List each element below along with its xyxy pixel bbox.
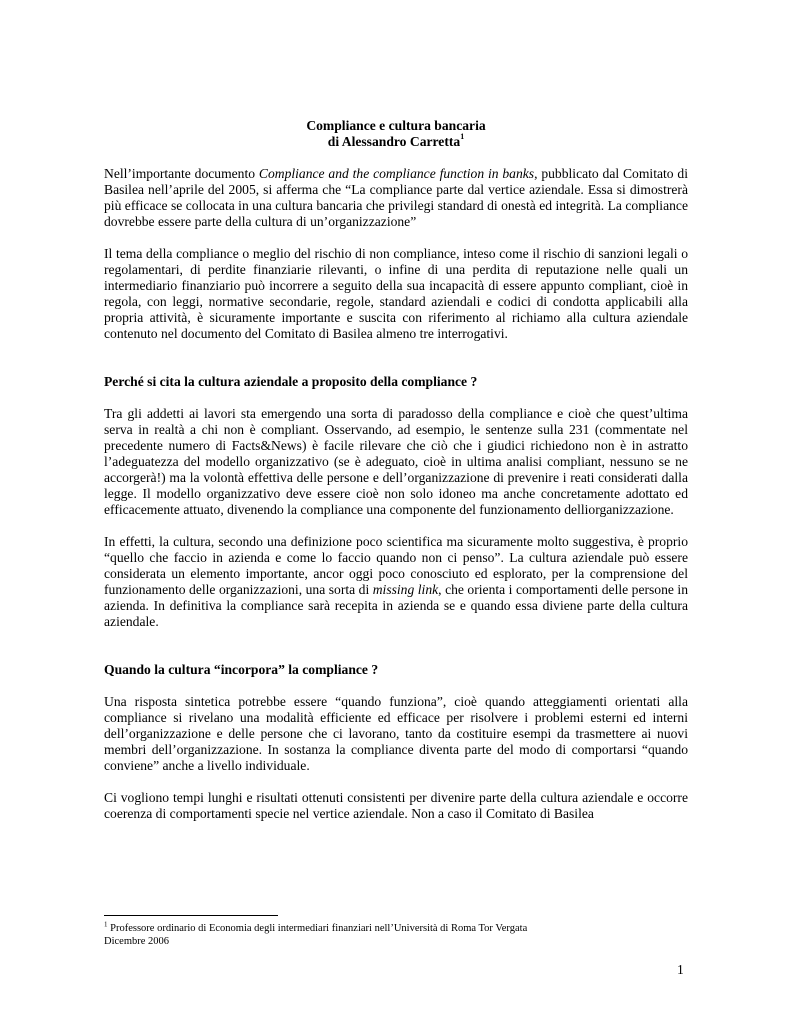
document-author: di Alessandro Carretta$^1$ (327, 132, 465, 149)
document-title: Compliance e cultura bancaria (306, 118, 486, 133)
paragraph-intro: Nell’importante documento Compliance and the compliance function in banks, pubblicato dal Comitato di Basilea nell’aprile del 2005, si afferma che “La compliance parte dal vertice aziendale. Essa si dimostrerà più efficace se collocata in una cultura bancaria che privilegi standard di onestà ed integrità. La compliance dovrebbe essere parte della cultura di un’organizzazione” (104, 166, 688, 229)
paragraph-paradox: Tra gli addetti ai lavori sta emergendo una sorta di paradosso della compliance e cioè che quest’ultima serva in realtà a chi non è compliant. Osservando, ad esempio, le sentenze sulla 231 (commentate nel precedente numero di Facts&News) è facile rilevare che ciò che i giudici richiedono non è in astratto l’adeguatezza del modello organizzativo (se è adeguato, cioè in ultima analisi compliant, nessuno se ne accorgerà!) ma la volontà effettiva delle persone e dell’organizzazione di prevenire i reati considerati dalla legge. Il modello organizzativo deve essere cioè non solo idoneo ma anche concretamente adottato ed efficacemente attuato, divenendo la compliance una componente del funzionamento delliorganizzazione. (104, 406, 688, 517)
paragraph-risk: Il tema della compliance o meglio del rischio di non compliance, inteso come il rischio di sanzioni legali o regolamentari, di perdite finanziarie rilevanti, o infine di una perdita di reputazione nelle quali un intermediario finanziario può incorrere a seguito della sua incapacità di essere appunto compliant, cioè in regola, con leggi, normative secondarie, regole, standard aziendali e codici di condotta applicabili alla propria attività, è sicuramente importante e suscita con riferimento al richiamo alla cultura aziendale contenuto nel documento del Comitato di Basilea almeno tre interrogativi. (104, 246, 688, 341)
footnote-reference: 1 (460, 132, 465, 142)
section-heading-when: Quando la cultura “incorpora” la compliance ? (104, 662, 379, 677)
paragraph-answer: Una risposta sintetica potrebbe essere “quando funziona”, cioè quando atteggiamenti orientati alla compliance si rivelano una modalità efficiente ed efficace per risolvere i problemi esterni ed interni dell’organizzazione e delle persone che ci lavorano, tanto da costituire esempi da trasmettere ai nuovi membri dell’organizzazione. In sostanza la compliance diventa parte del modo di comportarsi “quando conviene” anche a livello individuale. (104, 694, 688, 773)
paragraph-culture: In effetti, la cultura, secondo una definizione poco scientifica ma sicuramente molto suggestiva, è proprio “quello che faccio in azienda e come lo faccio quando non ci penso”. La cultura aziendale può essere considerata un elemento importante, ancor oggi poco conosciuto ed esplorato, per la comprensione del funzionamento delle organizzazioni, una sorta di missing link, che orienta i comportamenti delle persone in azienda. In definitiva la compliance sarà recepita in azienda se e quando essa diviene parte della cultura aziendale. (104, 534, 688, 629)
document-body (104, 118, 688, 838)
title-block (104, 118, 688, 150)
section-heading-why: Perché si cita la cultura aziendale a proposito della compliance ? (104, 374, 478, 389)
page-number: 1 (677, 962, 684, 977)
paragraph-time: Ci vogliono tempi lunghi e risultati ottenuti consistenti per divenire parte della cultura aziendale e occorre coerenza di comportamenti specie nel vertice aziendale. Non a caso il Comitato di Basilea (104, 790, 688, 821)
footnote (104, 922, 527, 948)
footnote-divider (104, 915, 278, 916)
footnote-text: $^1$ Professore ordinario di Economia degli intermediari finanziari nell’Università di Roma Tor Vergata (104, 920, 528, 934)
footnote-date: Dicembre 2006 (104, 936, 170, 947)
